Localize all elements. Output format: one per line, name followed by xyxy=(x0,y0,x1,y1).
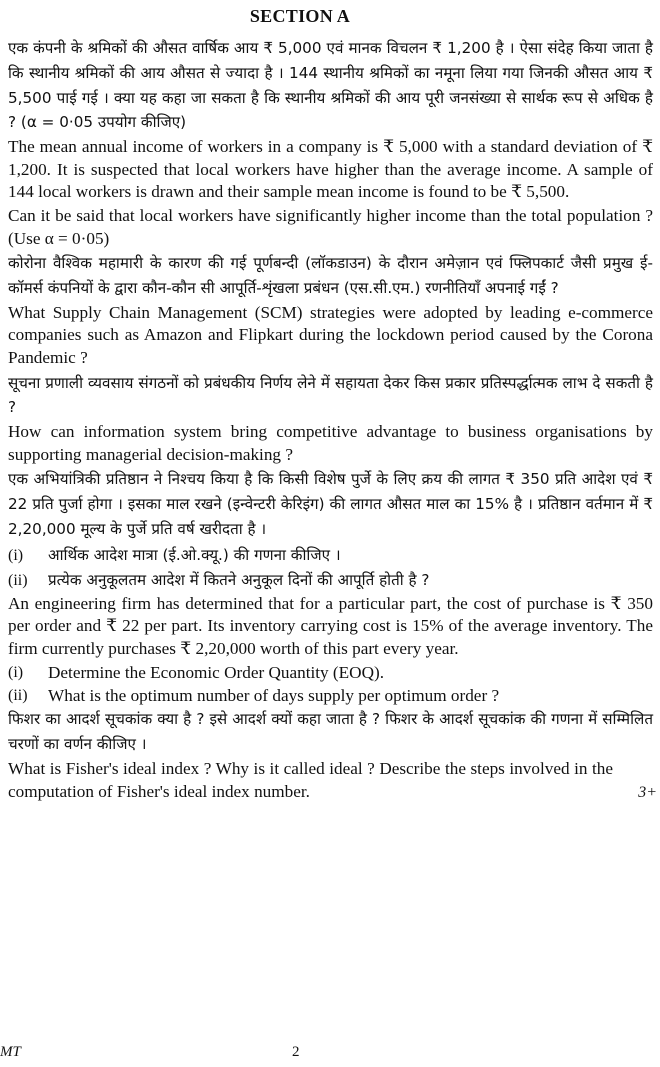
item-number: (i) xyxy=(8,664,24,682)
q1-hindi: एक कंपनी के श्रमिकों की औसत वार्षिक आय ₹ 5,000 एवं मानक विचलन ₹ 1,200 है । ऐसा संदेह किया जाता है कि स्थानीय श्रमिकों की आय औसत से ज्यादा है । 144 स्थानीय श्रमिकों का नमूना लिया गया जिनकी औसत आय ₹ 5,500 पाई गई । क्या यह कहा जा सकता है कि स्थानीय श्रमिकों की आय पूरी जनसंख्या से सार्थक रूप से अधिक है ? (α = 0·05 उपयोग कीजिए) xyxy=(8,39,653,132)
q4-hindi-item-i xyxy=(8,543,653,568)
q4-english-item-ii xyxy=(8,684,653,707)
q4-english: An engineering firm has determined that for a particular part, the cost of purchase is ₹ 350 per order and ₹ 22 per part. Its inventory carrying cost is 15% of the average inventory. The firm currently purchases ₹ 2,20,000 worth of this part every year. xyxy=(8,593,653,658)
questions-content xyxy=(8,36,657,804)
q5-hindi: फिशर का आदर्श सूचकांक क्या है ? इसे आदर्श क्यों कहा जाता है ? फिशर के आदर्श सूचकांक की गणना में सम्मिलित चरणों का वर्णन कीजिए । xyxy=(8,710,653,754)
q4-hindi: एक अभियांत्रिकी प्रतिष्ठान ने निश्चय किया है कि किसी विशेष पुर्जे के लिए क्रय की लागत ₹ 350 प्रति आदेश एवं ₹ 22 प्रति पुर्जा होगा । इसका माल रखने (इन्वेन्टरी केरिइंग) की लागत औसत माल का 15% है । प्रतिष्ठान वर्तमान में ₹ 2,20,000 मूल्य के पुर्जे प्रति वर्ष खरीदता है । xyxy=(8,470,653,538)
item-number: (i) xyxy=(8,546,24,564)
paper-code: MT xyxy=(0,1044,21,1060)
item-text: प्रत्येक अनुकूलतम आदेश में कितने अनुकूल दिनों की आपूर्ति होती है ? xyxy=(48,570,430,589)
q1-english-1: The mean annual income of workers in a company is ₹ 5,000 with a standard deviation of ₹ 1,200. It is suspected that local workers have higher than the average income. A sample of 144 local workers is drawn and their sample mean income is found to be ₹ 5,500. xyxy=(8,137,653,202)
q4-hindi-item-ii xyxy=(8,568,653,593)
q3-hindi: सूचना प्रणाली व्यवसाय संगठनों को प्रबंधकीय निर्णय लेने में सहायता देकर किस प्रकार प्रतिस्पर्द्धात्मक लाभ दे सकती है ? xyxy=(8,373,653,417)
q2-english: What Supply Chain Management (SCM) strategies were adopted by leading e-commerce companies such as Amazon and Flipkart during the lockdown period caused by the Corona Pandemic ? xyxy=(8,302,653,367)
q4-english-item-i xyxy=(8,661,653,684)
item-number: (ii) xyxy=(8,687,28,705)
item-text: आर्थिक आदेश मात्रा (ई.ओ.क्यू.) की गणना कीजिए । xyxy=(48,545,341,564)
q5-english-block xyxy=(8,758,657,803)
q2-hindi: कोरोना वैश्विक महामारी के कारण की गई पूर्णबन्दी (लॉकडाउन) के दौरान अमेज़ान एवं फ्लिपकार्ट जैसी प्रमुख ई-कॉमर्स कंपनियों के द्वारा कौन-कौन सी आपूर्ति-शृंखला प्रबंधन (एस.सी.एम.) रणनीतियाँ अपनाई गईं ? xyxy=(8,254,653,297)
section-title: SECTION A xyxy=(249,6,351,26)
q3-english: How can information system bring competitive advantage to business organisations by supporting managerial decision-making ? xyxy=(8,422,653,464)
item-number: (ii) xyxy=(8,571,28,589)
page-number: 2 xyxy=(292,1044,300,1060)
marks-label: 3+ xyxy=(638,784,657,802)
item-text: What is the optimum number of days supply per optimum order ? xyxy=(48,686,500,706)
q5-english: What is Fisher's ideal index ? Why is it called ideal ? Describe the steps involved in the computation of Fisher's ideal index number. xyxy=(8,759,613,801)
item-text: Determine the Economic Order Quantity (EOQ). xyxy=(48,663,384,683)
q1-english-2: Can it be said that local workers have significantly higher income than the total population ? (Use α = 0·05) xyxy=(8,205,653,248)
